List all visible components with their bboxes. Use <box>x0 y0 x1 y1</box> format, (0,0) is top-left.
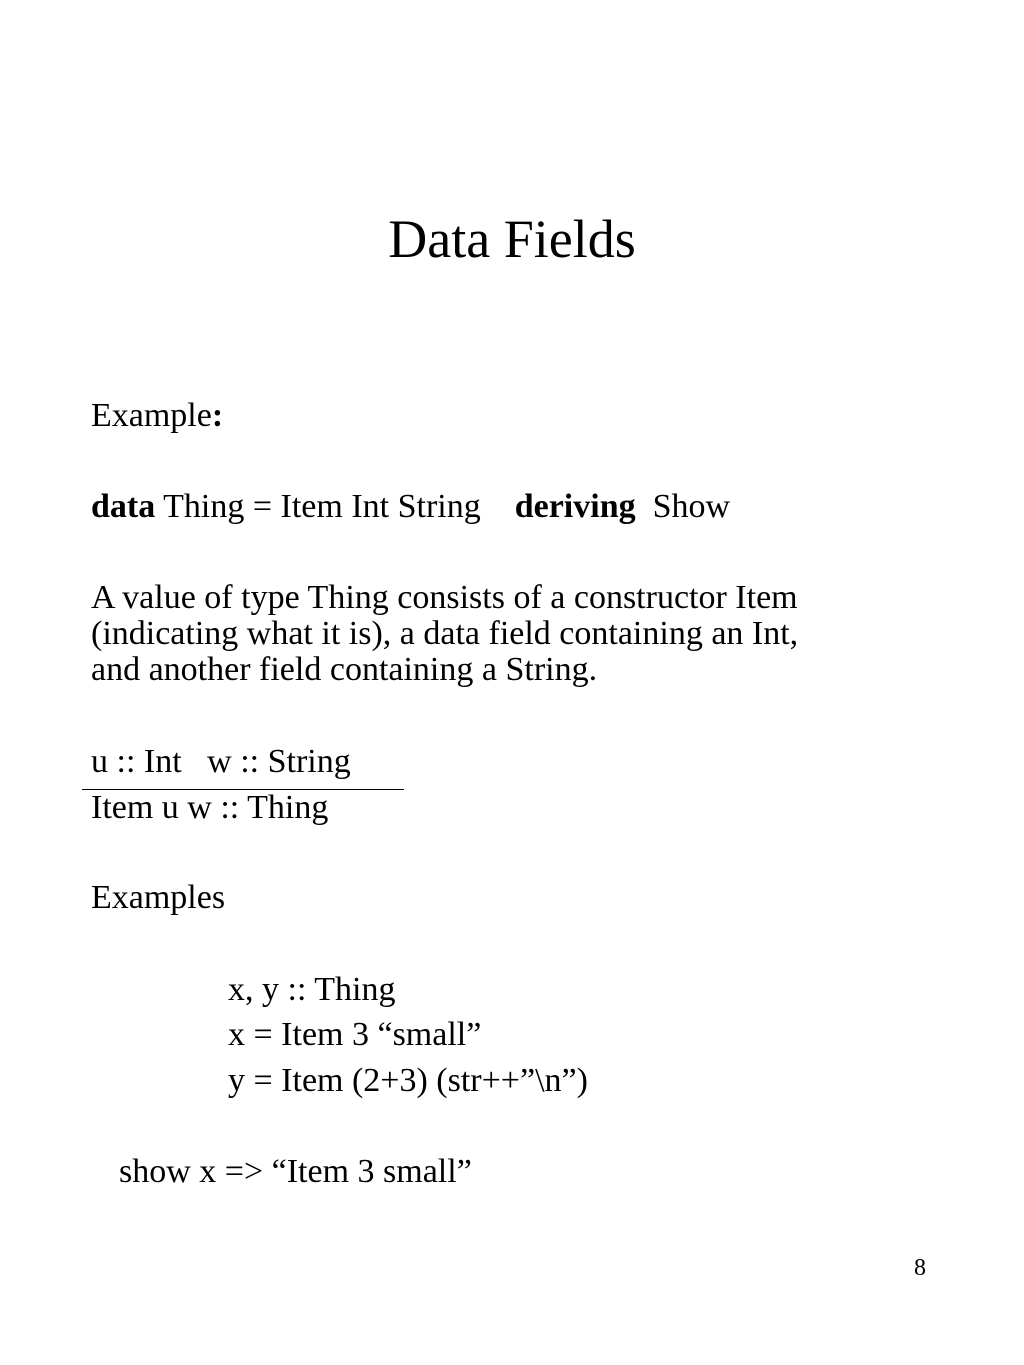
data-definition: Thing = Item Int String <box>155 488 515 525</box>
derived-class: Show <box>635 488 731 525</box>
description-line-1: A value of type Thing consists of a constructor Item <box>91 579 798 616</box>
slide-title: Data Fields <box>388 209 636 269</box>
description-line-2: (indicating what it is), a data field containing an Int, <box>91 615 799 652</box>
typing-rule-premise: u :: Int w :: String <box>91 743 351 780</box>
code-line-1: x, y :: Thing <box>228 971 396 1008</box>
description-line-3: and another field containing a String. <box>91 651 598 688</box>
keyword-deriving: deriving <box>514 488 636 525</box>
code-line-3: y = Item (2+3) (str++”\n”) <box>228 1062 588 1099</box>
example-colon: : <box>211 397 224 434</box>
show-example: show x => “Item 3 small” <box>119 1153 472 1190</box>
code-line-2: x = Item 3 “small” <box>228 1016 482 1053</box>
example-heading <box>91 398 223 434</box>
keyword-data: data <box>91 488 156 525</box>
data-declaration <box>91 489 730 525</box>
example-label: Example <box>91 397 212 434</box>
typing-rule-conclusion: Item u w :: Thing <box>91 789 329 826</box>
page-number: 8 <box>914 1255 926 1281</box>
examples-heading: Examples <box>91 879 226 916</box>
